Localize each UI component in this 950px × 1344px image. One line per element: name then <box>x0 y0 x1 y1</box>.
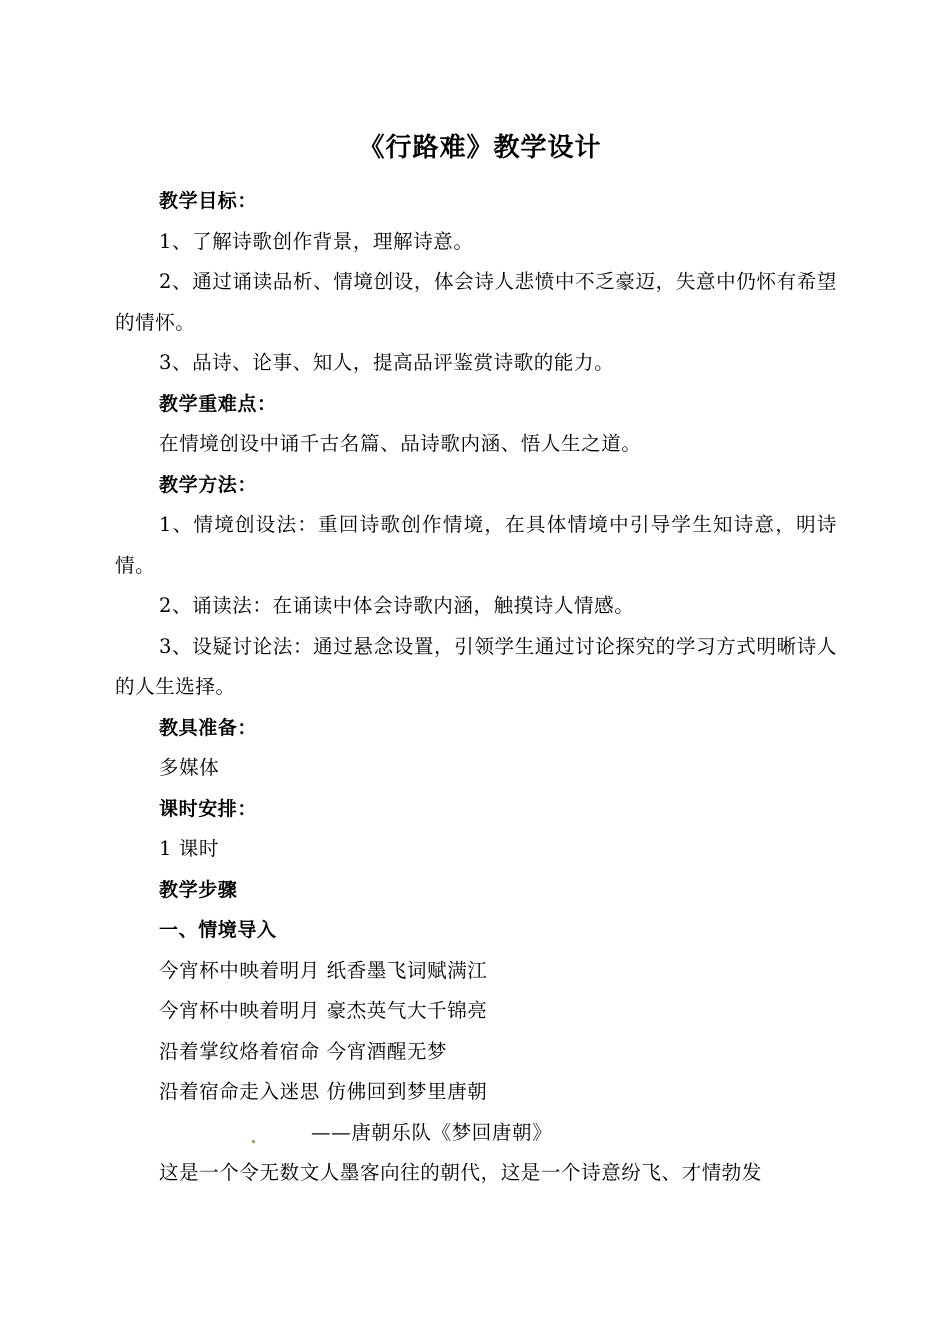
objective-item-3: 3、品诗、论事、知人，提高品评鉴赏诗歌的能力。 <box>159 351 615 374</box>
intro-paragraph: 这是一个令无数文人墨客向往的朝代，这是一个诗意纷飞、才情勃发 <box>159 1161 763 1184</box>
lyric-line-4: 沿着宿命走入迷思 仿佛回到梦里唐朝 <box>159 1080 488 1103</box>
key-points-heading: 教学重难点： <box>159 392 277 415</box>
lyrics-attribution-line <box>115 1113 837 1154</box>
objective-item-1: 1、了解诗歌创作背景，理解诗意。 <box>159 229 474 253</box>
method-item-1: 1、情境创设法：重回诗歌创作情境，在具体情境中引导学生知诗意，明诗情。 <box>115 513 837 577</box>
decorative-dot <box>252 1140 255 1143</box>
key-points-text: 在情境创设中诵千古名篇、品诗歌内涵、悟人生之道。 <box>159 432 642 455</box>
document-title: 《行路难》教学设计 <box>358 133 602 163</box>
lyric-line-3: 沿着掌纹烙着宿命 今宵酒醒无梦 <box>159 1039 448 1063</box>
schedule-heading: 课时安排： <box>159 797 258 820</box>
document-body <box>115 181 837 1194</box>
lyric-line-1: 今宵杯中映着明月 纸香墨飞词赋满江 <box>159 958 488 982</box>
methods-heading: 教学方法： <box>159 473 258 496</box>
step1-heading: 一、情境导入 <box>159 919 277 941</box>
method-item-2: 2、诵读法：在诵读中体会诗歌内涵，触摸诗人情感。 <box>159 594 635 617</box>
schedule-text: 1 课时 <box>159 837 220 860</box>
materials-heading: 教具准备： <box>159 716 258 739</box>
steps-heading: 教学步骤 <box>159 878 238 901</box>
materials-text: 多媒体 <box>159 756 220 779</box>
lyrics-attribution: ——唐朝乐队《梦回唐朝》 <box>311 1120 553 1144</box>
lyric-line-2: 今宵杯中映着明月 豪杰英气大千锦亮 <box>159 999 488 1022</box>
objective-item-2: 2、通过诵读品析、情境创设，体会诗人悲愤中不乏豪迈，失意中仍怀有希望的情怀。 <box>115 270 837 334</box>
method-item-3: 3、设疑讨论法：通过悬念设置，引领学生通过讨论探究的学习方式明晰诗人的人生选择。 <box>115 634 837 698</box>
objectives-heading: 教学目标： <box>159 190 258 212</box>
